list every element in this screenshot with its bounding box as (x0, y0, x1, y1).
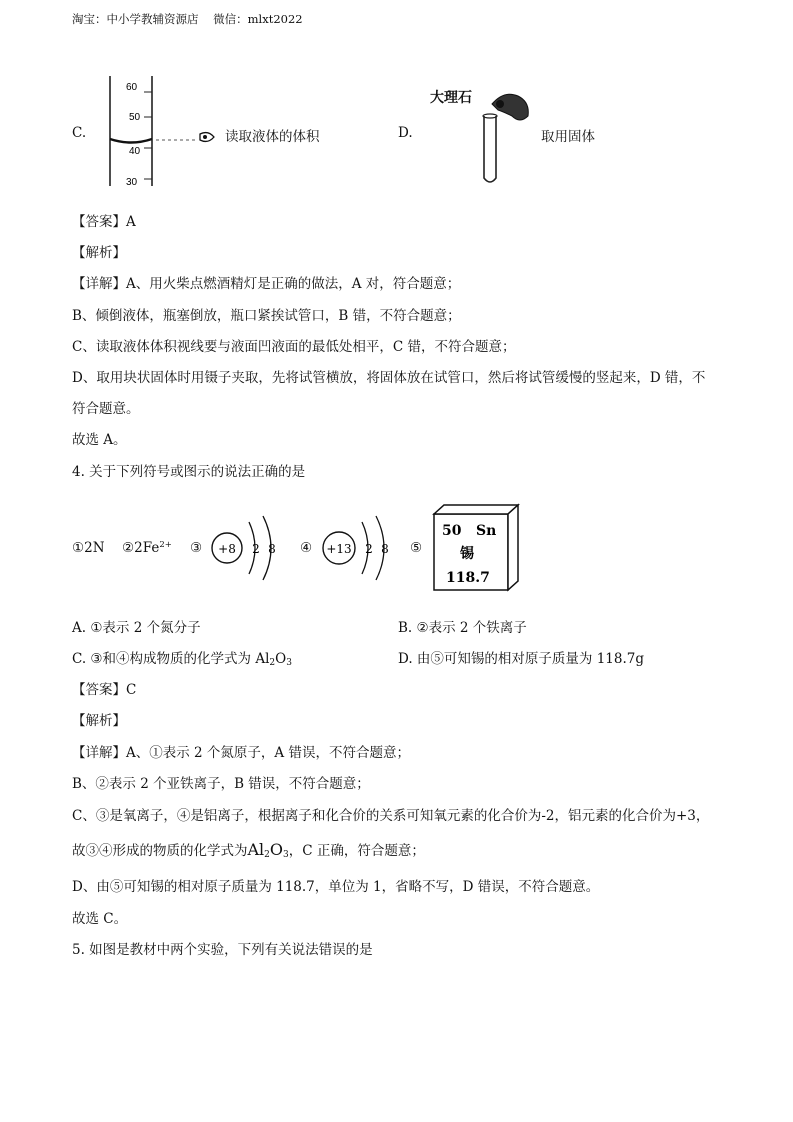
q4-analysis-label: 【解析】 (72, 713, 126, 729)
q3-answer: 【答案】A (72, 214, 136, 230)
q3-analysis-label: 【解析】 (72, 245, 126, 261)
q4-detail-d: D、由⑤可知锡的相对原子质量为 118.7，单位为 1，省略不写，D 错误，不符合题意。 (72, 879, 600, 895)
test-tube (484, 116, 496, 182)
q4-detail-a: 【详解】A、①表示 2 个氮原子，A 错误，不符合题意； (72, 745, 410, 761)
tick-label-60: 60 (126, 82, 138, 93)
symbol-2fe: $②2Fe^{2+}$ (122, 540, 172, 556)
atomic-number: 50 (442, 523, 462, 539)
shell-1-electrons: 2 (365, 542, 373, 556)
cube-side (508, 505, 518, 590)
q3-conclusion: 故选 A。 (72, 432, 127, 448)
meniscus (110, 139, 152, 143)
page-header (72, 11, 303, 27)
shell-2-electrons: 8 (268, 542, 276, 556)
q4-option-b: B. ②表示 2 个铁离子 (398, 620, 527, 636)
q3-detail-a: 【详解】A、用火柴点燃酒精灯是正确的做法，A 对，符合题意； (72, 276, 461, 292)
shell-1-electrons: 2 (252, 542, 260, 556)
option-d-caption: 取用固体 (541, 129, 595, 145)
q3-detail-d-line1: D、取用块状固体时用镊子夹取，先将试管横放，将固体放在试管口，然后将试管缓慢的竖起来，D 错，不 (72, 370, 706, 386)
shell-2-electrons: 8 (381, 542, 389, 556)
q5-stem: 5. 如图是教材中两个实验，下列有关说法错误的是 (72, 942, 373, 958)
atomic-mass: 118.7 (446, 570, 490, 586)
oxygen-ion-diagram (205, 508, 285, 588)
q4-detail-c-line2: 故③④形成的物质的化学式为$Al_2O_3$，C 正确，符合题意； (72, 840, 425, 860)
marble-chip (496, 100, 504, 108)
graduated-cylinder-figure (100, 74, 220, 190)
q4-detail-c-line1: C、③是氧离子，④是铝离子，根据离子和化合价的关系可知氧元素的化合价为-2，铝元素的化合价为+3， (72, 808, 710, 824)
q3-detail-c: C、读取液体体积视线要与液面凹液面的最低处相平，C 错，不符合题意； (72, 339, 516, 355)
option-c-letter: C. (72, 125, 87, 141)
q4-detail-b: B、②表示 2 个亚铁离子，B 错误，不符合题意； (72, 776, 370, 792)
option-d-letter: D. (398, 125, 413, 141)
tin-element-cube (430, 502, 522, 594)
tick-label-50: 50 (129, 112, 141, 123)
shop-name: 淘宝：中小学教辅资源店 (72, 12, 199, 26)
q4-option-a: A. ①表示 2 个氮分子 (72, 620, 201, 636)
element-name: 锡 (460, 546, 474, 562)
q4-stem: 4. 关于下列符号或图示的说法正确的是 (72, 464, 306, 480)
tick-label-30: 30 (126, 177, 138, 188)
q4-option-c: C. ③和④构成物质的化学式为 $Al_2O_3$ (72, 651, 292, 668)
aluminum-ion-diagram (315, 508, 395, 588)
label-5: ⑤ (410, 540, 423, 556)
q3-detail-d-line2: 符合题意。 (72, 401, 140, 417)
nucleus-charge: +13 (326, 542, 352, 556)
test-tube-figure (474, 86, 536, 188)
label-3: ③ (190, 540, 203, 556)
q4-conclusion: 故选 C。 (72, 911, 128, 927)
option-c-caption: 读取液体的体积 (225, 129, 320, 145)
q4-option-d: D. 由⑤可知锡的相对原子质量为 118.7g (398, 651, 645, 667)
wechat-id: 微信：mlxt2022 (213, 12, 303, 26)
label-4: ④ (300, 540, 313, 556)
q4-answer: 【答案】C (72, 682, 137, 698)
q3-detail-b: B、倾倒液体，瓶塞倒放，瓶口紧挨试管口，B 错，不符合题意； (72, 308, 461, 324)
cube-top (434, 505, 518, 514)
marble-label: 大理石 (430, 90, 472, 106)
symbol-2n: ①2N (72, 540, 105, 556)
tick-label-40: 40 (129, 146, 141, 157)
nucleus-charge: +8 (218, 542, 236, 556)
element-symbol: Sn (476, 523, 497, 539)
